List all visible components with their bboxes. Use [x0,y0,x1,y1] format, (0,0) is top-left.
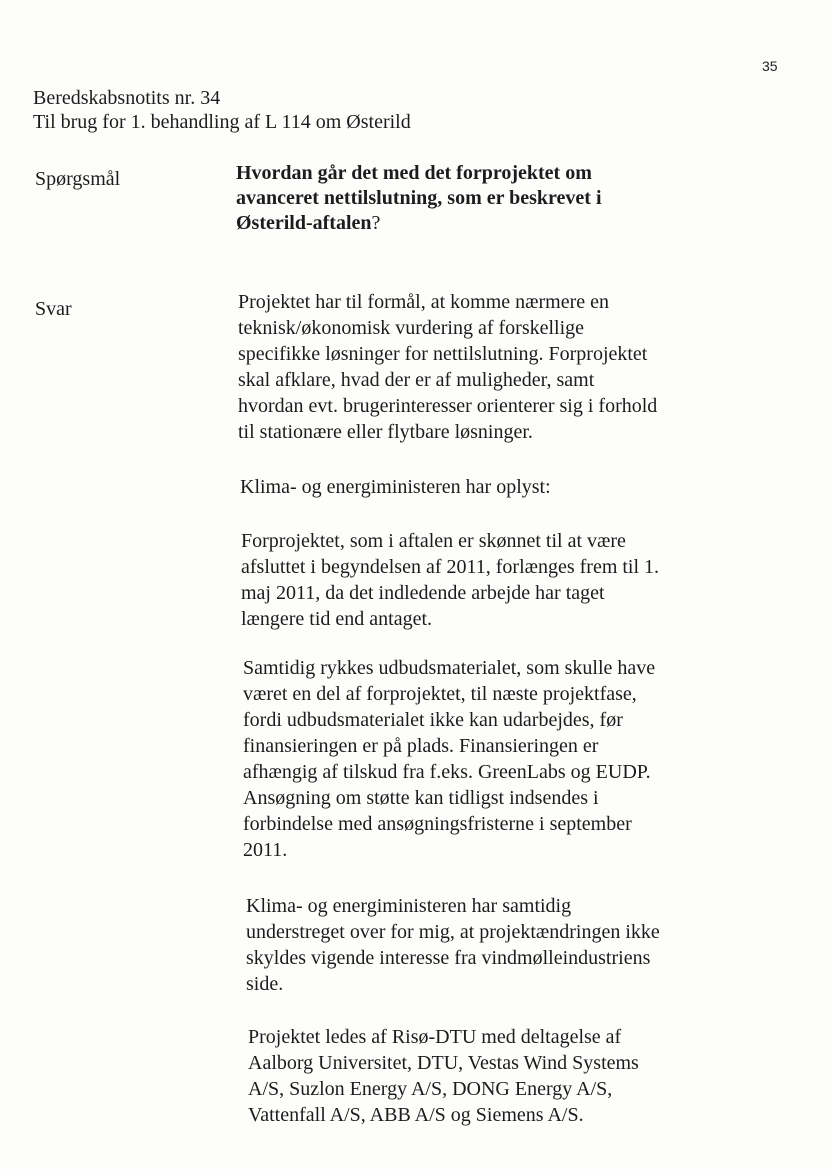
answer-line: Projektet ledes af Risø-DTU med deltagelse af [248,1026,622,1048]
answer-line: længere tid end antaget. [241,608,433,630]
answer-line: fordi udbudsmaterialet ikke kan udarbejdes, før [243,709,623,731]
answer-label: Svar [35,298,72,320]
answer-line: maj 2011, da det indledende arbejde har taget [241,582,605,604]
answer-line: Samtidig rykkes udbudsmaterialet, som skulle have [243,657,656,679]
answer-line: A/S, Suzlon Energy A/S, DONG Energy A/S, [248,1078,613,1100]
header-subtitle: Til brug for 1. behandling af L 114 om Østerild [33,111,411,133]
answer-line: 2011. [243,839,288,861]
question-line: Østerild-aftalen [236,212,372,234]
answer-line: understreget over for mig, at projektændringen ikke [246,921,660,943]
answer-line: skyldes vigende interesse fra vindmølleindustriens [246,947,651,969]
answer-line: til stationære eller flytbare løsninger. [238,421,533,443]
question-mark: ? [371,212,381,234]
answer-paragraph [248,1024,639,1128]
question-label: Spørgsmål [35,168,121,190]
page-number: 35 [762,58,778,74]
answer-paragraph [246,893,660,997]
answer-line: Klima- og energiministeren har samtidig [246,895,572,917]
answer-line: været en del af forprojektet, til næste projektfase, [243,683,637,705]
answer-line: Forprojektet, som i aftalen er skønnet til at være [241,530,626,552]
answer-line: Vattenfall A/S, ABB A/S og Siemens A/S. [248,1104,584,1126]
answer-paragraph [241,528,659,632]
answer-line: forbindelse med ansøgningsfristerne i september [243,813,632,835]
answer-line: finansieringen er på plads. Finansieringen er [243,735,599,757]
answer-line: afhængig af tilskud fra f.eks. GreenLabs og EUDP. [243,761,651,783]
answer-line: Projektet har til formål, at komme nærmere en [238,291,609,313]
document-header [33,86,411,134]
answer-paragraph [243,655,655,863]
answer-line: Aalborg Universitet, DTU, Vestas Wind Systems [248,1052,639,1074]
question-line: avanceret nettilslutning, som er beskrevet i [236,187,602,209]
answer-line: afsluttet i begyndelsen af 2011, forlænges frem til 1. [241,556,660,578]
answer-line: hvordan evt. brugerinteresser orienterer sig i forhold [238,395,658,417]
answer-line: Klima- og energiministeren har oplyst: [240,476,551,498]
question-text [236,161,706,236]
answer-line: teknisk/økonomisk vurdering af forskellige [238,317,585,339]
answer-line: skal afklare, hvad der er af muligheder, samt [238,369,595,391]
answer-paragraph [240,474,551,500]
answer-paragraph [238,289,657,445]
answer-line: specifikke løsninger for nettilslutning. Forprojektet [238,343,648,365]
answer-line: side. [246,973,284,995]
header-title: Beredskabsnotits nr. 34 [33,87,221,109]
answer-line: Ansøgning om støtte kan tidligst indsendes i [243,787,599,809]
question-line: Hvordan går det med det forprojektet om [236,162,592,184]
